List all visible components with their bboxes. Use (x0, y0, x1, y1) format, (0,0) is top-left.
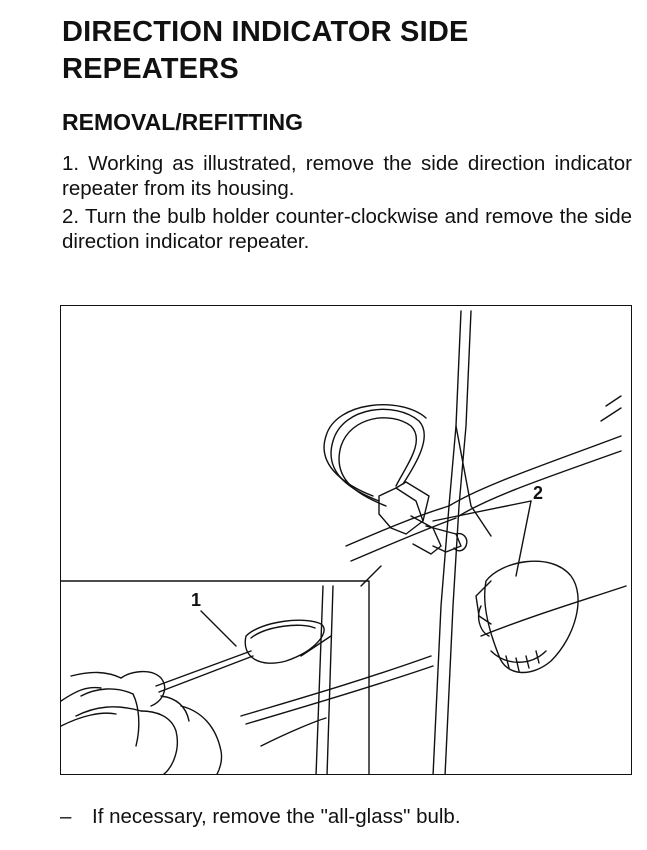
inset-tool (156, 651, 251, 686)
callout-1-label: 1 (191, 590, 202, 610)
repeater-lamp (476, 561, 578, 672)
repeater-illustration (60, 305, 632, 775)
step-2: 2. Turn the bulb holder counter-clockwise and remove the side direction indicator repeater. (62, 205, 632, 253)
callout-2-leader-b (516, 501, 531, 576)
note-dash: – (60, 805, 72, 828)
callout-2-label: 2 (533, 483, 544, 503)
callout-1-leader (201, 611, 236, 646)
section-heading: REMOVAL/REFITTING (62, 109, 304, 135)
bulb-wire-loop (324, 405, 426, 506)
illustration-drawing (61, 306, 632, 775)
page-title: DIRECTION INDICATOR SIDE REPEATERS (62, 16, 469, 85)
note-text: If necessary, remove the "all-glass" bulb. (92, 805, 461, 828)
step-1: 1. Working as illustrated, remove the side direction indicator repeater from its housing. (62, 152, 632, 200)
instruction-steps (62, 151, 632, 257)
body-panel-lines (241, 311, 626, 775)
inset-hand (61, 672, 222, 775)
note (60, 804, 461, 830)
